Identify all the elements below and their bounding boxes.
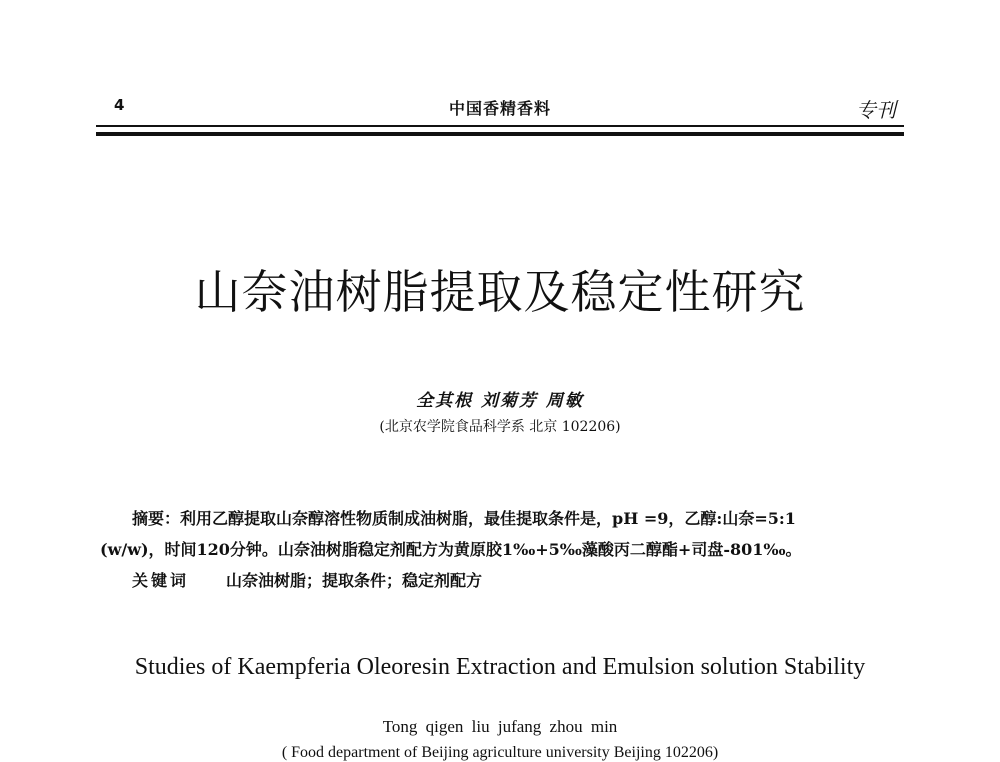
- header-rule-thin: [96, 125, 904, 127]
- affiliation-chinese: (北京农学院食品科学系 北京 102206): [379, 419, 621, 435]
- keywords: [132, 568, 482, 591]
- keywords-text: 山奈油树脂；提取条件；稳定剂配方: [226, 571, 483, 590]
- issue-label: 专刊: [856, 98, 896, 122]
- journal-name: 中国香精香料: [448, 99, 551, 118]
- abstract-line: (w/w)，时间120分钟。山奈油树脂稳定剂配方为黄原胶1‰+5‰藻酸丙二醇酯+司盘-801‰。: [100, 540, 802, 559]
- affiliation-english: ( Food department of Beijing agriculture university Beijing 102206): [281, 744, 719, 761]
- page-number: 4: [114, 96, 125, 114]
- keywords-label: 关键词: [132, 571, 190, 590]
- paper-title-english: Studies of Kaempferia Oleoresin Extraction and Emulsion solution Stability: [134, 654, 866, 680]
- authors-english: Tong qigen liu jufang zhou min: [382, 717, 618, 736]
- abstract-line: 摘要：利用乙醇提取山奈醇溶性物质制成油树脂，最佳提取条件是，pH =9，乙醇:山奈=5:1: [132, 509, 796, 528]
- paper-title-chinese: 山奈油树脂提取及稳定性研究: [194, 265, 806, 319]
- authors-chinese: 全其根 刘菊芳 周敏: [416, 391, 584, 411]
- header-rule-thick: [96, 132, 904, 136]
